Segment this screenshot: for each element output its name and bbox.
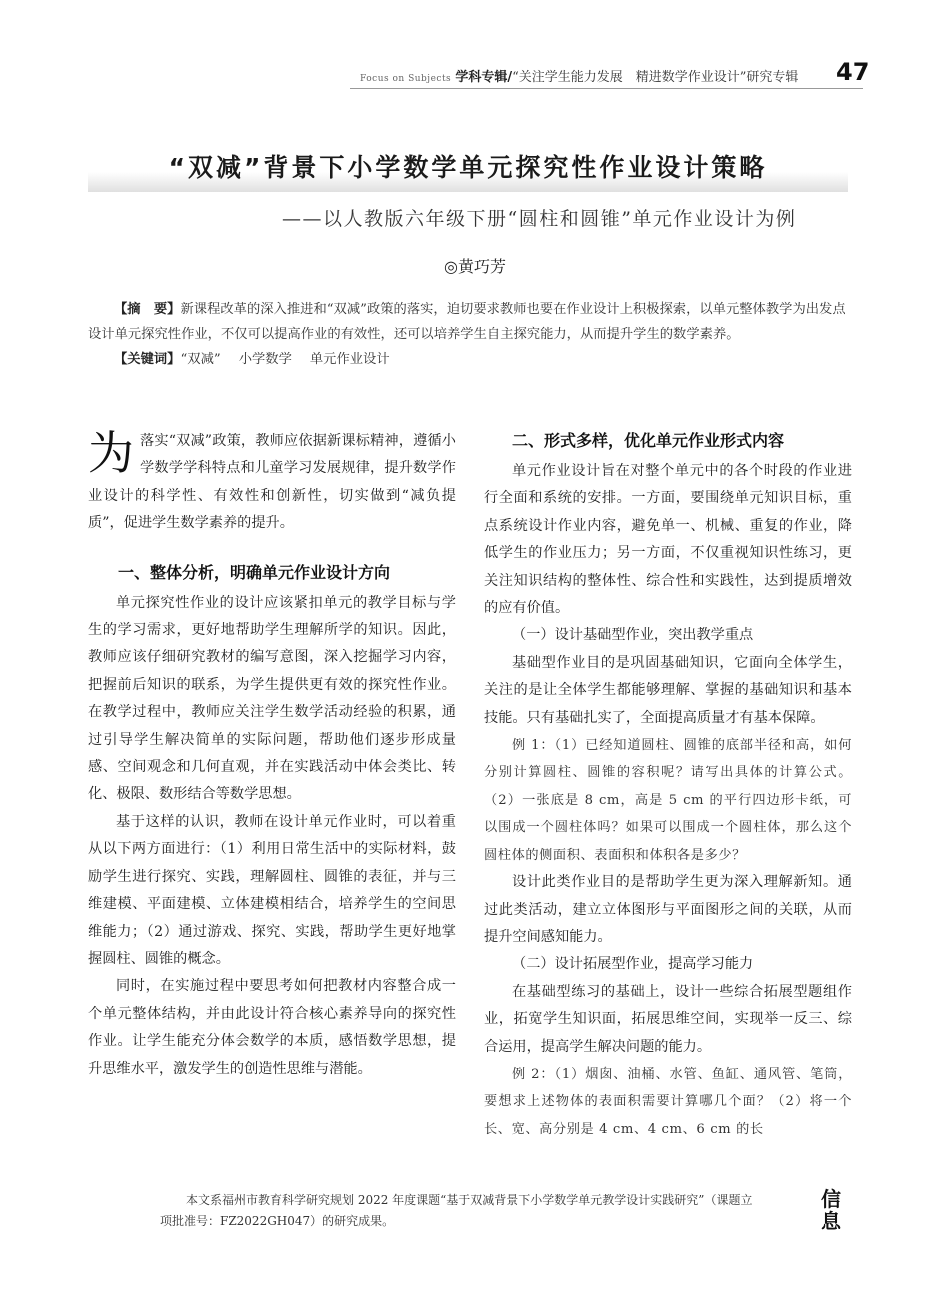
keyword: “双减” xyxy=(180,352,221,367)
brand-char: 信 xyxy=(821,1187,841,1211)
subsection-heading: （一）设计基础型作业，突出教学重点 xyxy=(512,627,754,644)
section-heading: 二、形式多样，优化单元作业形式内容 xyxy=(512,431,785,450)
drop-cap: 为 xyxy=(88,426,134,480)
footnote-line: 本文系福州市教育科学研究规划 2022 年度课题“基于双减背景下小学数学单元教学设计实践研究”（课题立 xyxy=(186,1193,753,1207)
footnote-line: 项批准号：FZ2022GH047）的研究成果。 xyxy=(160,1214,395,1228)
abstract-label: 【摘 要】 xyxy=(114,302,181,317)
footnote xyxy=(160,1190,800,1232)
example-paragraph: 例 2：（1）烟囱、油桶、水管、鱼缸、通风管、笔筒，要想求上述物体的表面积需要计算哪几个面？（2）将一个长、宽、高分别是 4 cm、4 cm、6 cm 的长 xyxy=(484,1066,852,1137)
header-rule xyxy=(350,88,863,89)
section-label: 学科专辑/ xyxy=(455,70,513,85)
subsection-heading: （二）设计拓展型作业，提高学习能力 xyxy=(512,956,754,973)
example-paragraph: 例 1：（1）已经知道圆柱、圆锥的底部半径和高，如何分别计算圆柱、圆锥的容积呢？请写出具体的计算公式。（2）一张底是 8 cm，高是 5 cm 的平行四边形卡纸，可以围成一个圆柱体吗？如果可以围成一个圆柱体，那么这个圆柱体的侧面积、表面积和体积各是多少？ xyxy=(484,738,852,863)
author: ◎黄巧芳 xyxy=(444,257,506,276)
left-column xyxy=(88,428,456,1083)
running-header xyxy=(360,66,798,85)
abstract-paragraph xyxy=(88,297,850,347)
abstract-block xyxy=(88,297,850,372)
brand-char: 息 xyxy=(821,1209,841,1233)
body-paragraph: 在基础型练习的基础上，设计一些综合拓展型题组作业，拓宽学生知识面，拓展思维空间，实现举一反三、综合运用，提高学生解决问题的能力。 xyxy=(484,983,852,1055)
body-paragraph: 基础型作业目的是巩固基础知识，它面向全体学生，关注的是让全体学生都能够理解、掌握的基础知识和基本技能。只有基础扎实了，全面提高质量才有基本保障。 xyxy=(484,654,852,726)
abstract-text: 新课程改革的深入推进和“双减”政策的落实，迫切要求教师也要在作业设计上积极探索，以单元整体教学为出发点设计单元探究性作业，不仅可以提高作业的有效性，还可以培养学生自主探究能力，从而提升学生的数学素养。 xyxy=(88,302,846,342)
article-title: “双减”背景下小学数学单元探究性作业设计策略 xyxy=(168,153,768,182)
page-number: 47 xyxy=(836,58,870,86)
body-paragraph: 同时，在实施过程中要思考如何把教材内容整合成一个单元整体结构，并由此设计符合核心素养导向的探究性作业。让学生能充分体会数学的本质，感悟数学思想，提升思维水平，激发学生的创造性思维与潜能。 xyxy=(88,978,456,1077)
brand-mark xyxy=(816,1188,846,1232)
body-paragraph: 设计此类作业目的是帮助学生更为深入理解新知。通过此类活动，建立立体图形与平面图形之间的关联，从而提升空间感知能力。 xyxy=(484,874,852,945)
article-subtitle: ——以人教版六年级下册“圆柱和圆锥”单元作业设计为例 xyxy=(282,208,797,230)
intro-paragraph xyxy=(88,428,456,538)
topic-label: “关注学生能力发展 精进数学作业设计”研究专辑 xyxy=(512,70,799,85)
keyword: 单元作业设计 xyxy=(309,352,390,367)
intro-text: 落实“双减”政策，教师应依据新课标精神，遵循小学数学学科特点和儿童学习发展规律，提升数学作业设计的科学性、有效性和创新性，切实做到“减负提质”，促进学生数学素养的提升。 xyxy=(88,433,456,532)
body-paragraph: 基于这样的认识，教师在设计单元作业时，可以着重从以下两方面进行：（1）利用日常生活中的实际材料，鼓励学生进行探究、实践，理解圆柱、圆锥的表征，并与三维建模、平面建模、立体建模相结合，培养学生的空间思维能力；（2）通过游戏、探究、实践，帮助学生更好地掌握圆柱、圆锥的概念。 xyxy=(88,813,456,967)
focus-label: Focus on Subjects xyxy=(360,74,452,84)
keywords-paragraph xyxy=(88,347,850,372)
body-paragraph: 单元探究性作业的设计应该紧扣单元的教学目标与学生的学习需求，更好地帮助学生理解所学的知识。因此，教师应该仔细研究教材的编写意图，深入挖掘学习内容，把握前后知识的联系，为学生提供更有效的探究性作业。在教学过程中，教师应关注学生数学活动经验的积累，通过引导学生解决简单的实际问题，帮助他们逐步形成量感、空间观念和几何直观，并在实践活动中体会类比、转化、极限、数形结合等数学思想。 xyxy=(88,594,456,803)
right-column xyxy=(484,428,852,1143)
section-heading: 一、整体分析，明确单元作业设计方向 xyxy=(118,562,391,582)
keywords-label: 【关键词】 xyxy=(114,352,181,367)
body-paragraph: 单元作业设计旨在对整个单元中的各个时段的作业进行全面和系统的安排。一方面，要围绕单元知识目标，重点系统设计作业内容，避免单一、机械、重复的作业，降低学生的作业压力；另一方面，不仅重视知识性练习，更关注知识结构的整体性、综合性和实践性，达到提质增效的应有价值。 xyxy=(484,463,852,617)
keyword: 小学数学 xyxy=(238,352,292,367)
